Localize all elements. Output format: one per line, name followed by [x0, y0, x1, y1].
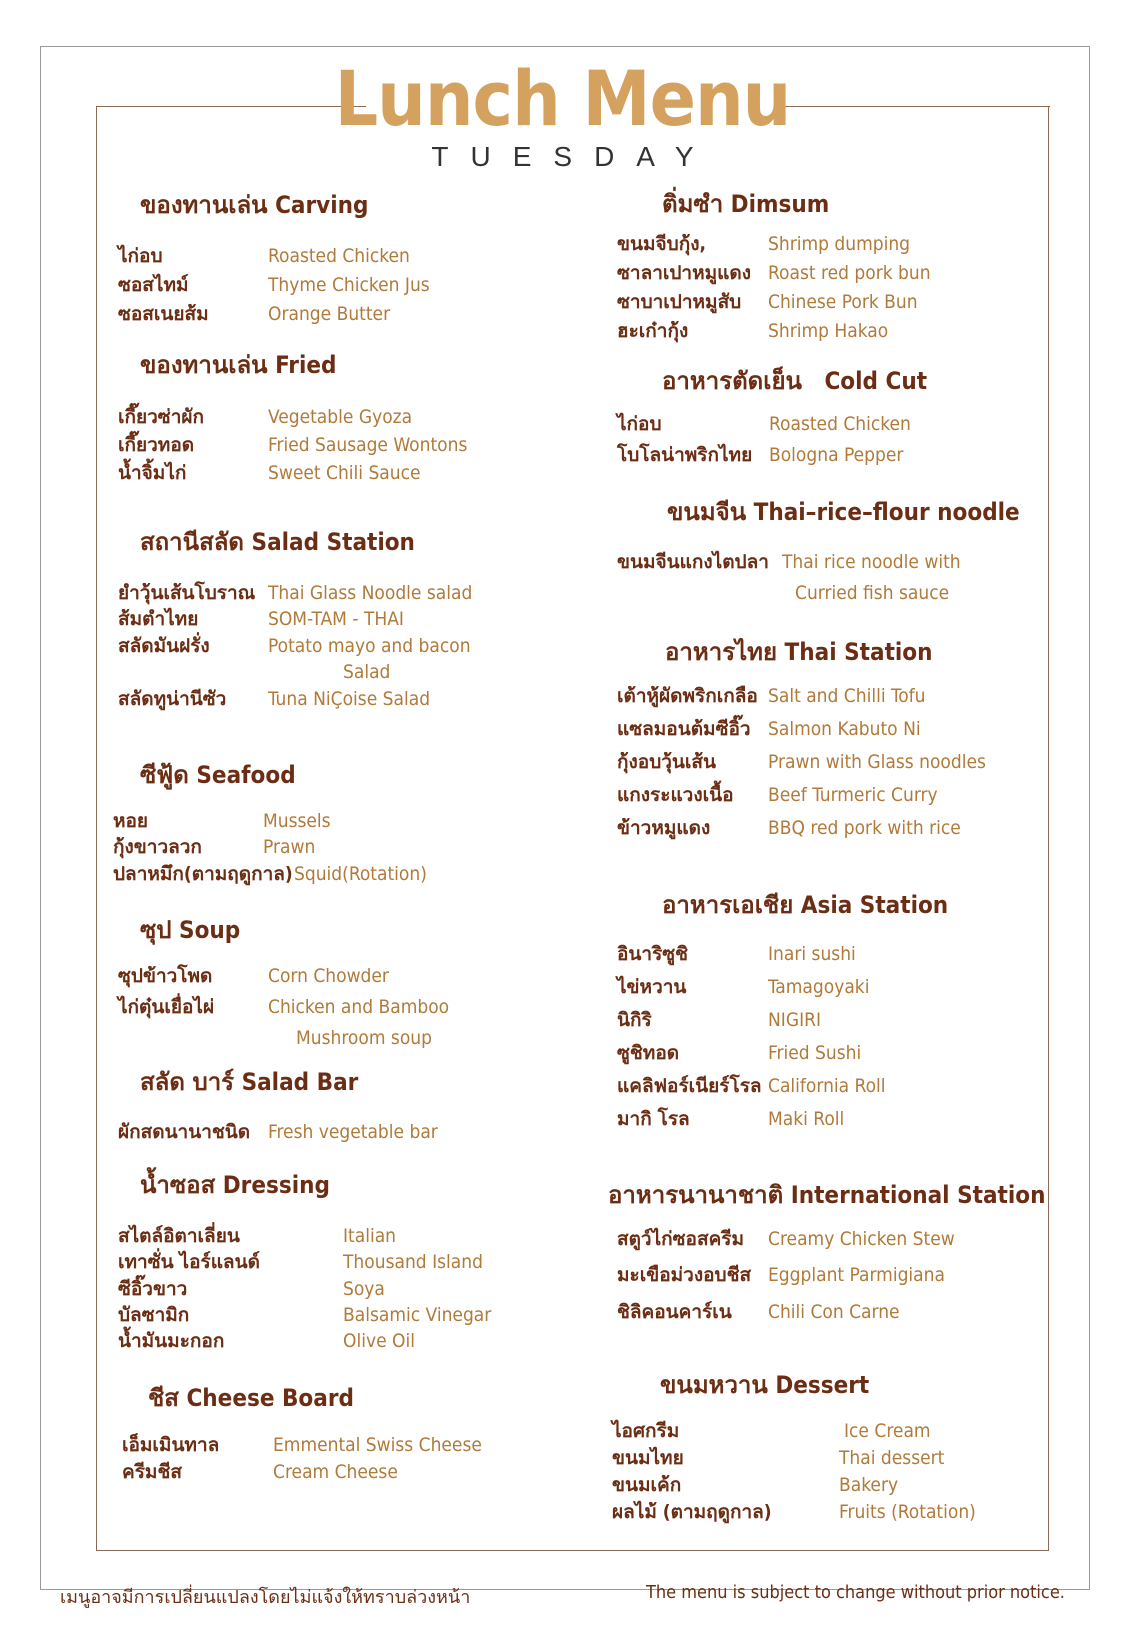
- inner-frame-left: [96, 106, 97, 1550]
- item-thai: สตูว์ไก่ซอสครีม: [617, 1228, 745, 1250]
- item-thai: ไข่หวาน: [617, 976, 687, 998]
- item-english: Roasted Chicken: [268, 245, 410, 267]
- item-english-continued: Mushroom soup: [296, 1027, 432, 1049]
- item-english: Beef Turmeric Curry: [768, 784, 938, 806]
- item-english: Shrimp Hakao: [768, 320, 889, 342]
- item-english: Eggplant Parmigiana: [768, 1264, 945, 1286]
- item-thai: แซลมอนต้มซีอิ๊ว: [617, 718, 751, 740]
- item-english: Italian: [343, 1225, 397, 1247]
- item-thai: ซีอิ๊วขาว: [118, 1278, 188, 1300]
- item-thai: ยำวุ้นเส้นโบราณ: [118, 582, 256, 604]
- item-thai: ไก่อบ: [617, 413, 662, 435]
- item-english: Creamy Chicken Stew: [768, 1228, 955, 1250]
- item-thai: ผลไม้ (ตามฤดูกาล): [612, 1501, 772, 1523]
- item-english: Chili Con Carne: [768, 1301, 900, 1323]
- inner-frame-bottom: [96, 1550, 1049, 1551]
- item-english: BBQ red pork with rice: [768, 817, 961, 839]
- item-english: Fried Sushi: [768, 1042, 862, 1064]
- menu-title: Lunch Menu: [334, 54, 791, 143]
- section-title-dimsum: ติ่มซำ Dimsum: [662, 190, 830, 218]
- item-english: Inari sushi: [768, 943, 856, 965]
- item-english: Mussels: [263, 810, 331, 832]
- item-english: Chicken and Bamboo: [268, 996, 450, 1018]
- item-english: Roast red pork bun: [768, 262, 931, 284]
- item-thai: น้ำมันมะกอก: [118, 1330, 225, 1352]
- item-english-continued: Curried fish sauce: [795, 582, 950, 604]
- item-thai: เกี๊ยวทอด: [118, 434, 195, 456]
- section-title-dressing: น้ำซอส Dressing: [140, 1171, 330, 1199]
- item-english: NIGIRI: [768, 1009, 822, 1031]
- inner-frame-right: [1048, 106, 1049, 1550]
- item-english: Cream Cheese: [273, 1461, 398, 1483]
- item-thai: น้ำจิ้มไก่: [118, 462, 187, 484]
- item-english: Emmental Swiss Cheese: [273, 1434, 482, 1456]
- item-english: Prawn: [263, 836, 316, 858]
- item-english-continued: Salad: [343, 661, 391, 683]
- item-thai: ซอสไทม์: [118, 274, 189, 296]
- item-thai: ขนมเค้ก: [612, 1474, 682, 1496]
- item-thai: เอ็มเมินทาล: [122, 1434, 220, 1456]
- item-thai: ซาลาเปาหมูแดง: [617, 262, 752, 284]
- item-thai: ชิลิคอนคาร์เน: [617, 1301, 732, 1323]
- section-title-soup: ซุป Soup: [140, 916, 241, 944]
- item-english: Shrimp dumping: [768, 233, 911, 255]
- item-thai: สลัดทูน่านีซัว: [118, 688, 227, 710]
- item-english: Thousand Island: [343, 1251, 483, 1273]
- item-english: Thyme Chicken Jus: [268, 274, 430, 296]
- section-title-salad-bar: สลัด บาร์ Salad Bar: [140, 1068, 359, 1096]
- item-thai: เกี๊ยวซ่าผัก: [118, 406, 205, 428]
- item-english: Fresh vegetable bar: [268, 1121, 438, 1143]
- section-title-dessert: ขนมหวาน Dessert: [660, 1371, 870, 1399]
- item-english: Ice Cream: [844, 1420, 931, 1442]
- item-english: Maki Roll: [768, 1108, 845, 1130]
- item-english: Tamagoyaki: [768, 976, 870, 998]
- item-english: Bologna Pepper: [769, 444, 904, 466]
- item-thai: ซอสเนยส้ม: [118, 303, 209, 325]
- item-thai: ผักสดนานาชนิด: [118, 1121, 251, 1143]
- item-thai: สลัดมันฝรั่ง: [118, 635, 210, 657]
- item-english: Roasted Chicken: [769, 413, 911, 435]
- item-english: Thai rice noodle with: [782, 551, 961, 573]
- item-thai: ครีมชีส: [122, 1461, 182, 1483]
- item-english: Salmon Kabuto Ni: [768, 718, 921, 740]
- item-english: Balsamic Vinegar: [343, 1304, 492, 1326]
- item-thai: หอย: [113, 810, 149, 832]
- menu-day: TUESDAY: [431, 141, 716, 172]
- item-thai: แกงระแวงเนื้อ: [617, 784, 734, 806]
- item-english: Sweet Chili Sauce: [268, 462, 421, 484]
- item-english: Fried Sausage Wontons: [268, 434, 468, 456]
- section-title-asia-station: อาหารเอเชีย Asia Station: [662, 891, 949, 919]
- item-english: California Roll: [768, 1075, 886, 1097]
- item-thai: มากิ โรล: [617, 1108, 690, 1130]
- section-title-fried: ของทานเล่น Fried: [140, 351, 337, 379]
- item-thai: สไตล์อิตาเลี่ยน: [118, 1225, 240, 1247]
- section-title-international-station: อาหารนานาชาติ International Station: [608, 1181, 1046, 1209]
- item-thai: กุ้งขาวลวก: [113, 836, 202, 858]
- item-thai: ไอศกรีม: [612, 1420, 680, 1442]
- item-thai: ไก่อบ: [118, 245, 163, 267]
- item-english: Corn Chowder: [268, 965, 389, 987]
- item-english: Salt and Chilli Tofu: [768, 685, 926, 707]
- item-english: Thai Glass Noodle salad: [268, 582, 473, 604]
- item-thai: เต้าหู้ผัดพริกเกลือ: [617, 685, 758, 707]
- item-thai: อินาริซูชิ: [617, 943, 689, 965]
- item-thai: ฮะเก๋ากุ้ง: [617, 320, 689, 342]
- item-english: Tuna NiÇoise Salad: [268, 688, 431, 710]
- item-english: Orange Butter: [268, 303, 391, 325]
- item-thai: ซุปข้าวโพด: [118, 965, 213, 987]
- footer-notice-english: The menu is subject to change without prior notice.: [646, 1582, 1065, 1603]
- item-thai: ไก่ตุ๋นเยื่อไผ่: [118, 996, 215, 1018]
- item-thai: มะเขือม่วงอบชีส: [617, 1264, 752, 1286]
- item-thai: ขนมจีบกุ้ง,: [617, 233, 706, 255]
- item-thai: เทาซั่น ไอร์แลนด์: [118, 1251, 260, 1273]
- item-thai: ขนมจีนแกงไตปลา: [617, 551, 769, 573]
- footer-notice-thai: เมนูอาจมีการเปลี่ยนแปลงโดยไม่แจ้งให้ทราบล่วงหน้า: [60, 1587, 471, 1608]
- section-title-carving: ของทานเล่น Carving: [140, 191, 369, 219]
- item-english: Chinese Pork Bun: [768, 291, 918, 313]
- item-thai: บัลซามิก: [118, 1304, 190, 1326]
- item-english: Squid(Rotation): [294, 863, 427, 885]
- item-thai: ขนมไทย: [612, 1447, 684, 1469]
- item-thai: โบโลน่าพริกไทย: [617, 444, 753, 466]
- section-title-cheese-board: ชีส Cheese Board: [148, 1384, 354, 1412]
- item-english: Olive Oil: [343, 1330, 415, 1352]
- item-thai: แคลิฟอร์เนียร์โรล: [617, 1075, 762, 1097]
- item-thai: ซาบาเปาหมูสับ: [617, 291, 742, 313]
- section-title-thai-station: อาหารไทย Thai Station: [665, 638, 933, 666]
- item-thai: ซูชิทอด: [617, 1042, 680, 1064]
- item-thai: ปลาหมึก(ตามฤดูกาล): [113, 863, 293, 885]
- item-english: Bakery: [839, 1474, 899, 1496]
- section-title-salad-station: สถานีสลัด Salad Station: [140, 528, 415, 556]
- item-english: Potato mayo and bacon: [268, 635, 471, 657]
- item-english: Fruits (Rotation): [839, 1501, 976, 1523]
- section-title-noodle: ขนมจีน Thai–rice–flour noodle: [667, 498, 1020, 526]
- item-english: Vegetable Gyoza: [268, 406, 413, 428]
- section-title-seafood: ซีฟู้ด Seafood: [140, 761, 296, 789]
- item-thai: ส้มตำไทย: [118, 608, 199, 630]
- item-thai: กุ้งอบวุ้นเส้น: [617, 751, 716, 773]
- section-title-cold-cut: อาหารตัดเย็น Cold Cut: [662, 367, 928, 395]
- item-english: Prawn with Glass noodles: [768, 751, 986, 773]
- item-english: Soya: [343, 1278, 385, 1300]
- item-thai: ข้าวหมูแดง: [617, 817, 711, 839]
- item-english: Thai dessert: [839, 1447, 945, 1469]
- item-thai: นิกิริ: [617, 1009, 652, 1031]
- item-english: SOM-TAM - THAI: [268, 608, 404, 630]
